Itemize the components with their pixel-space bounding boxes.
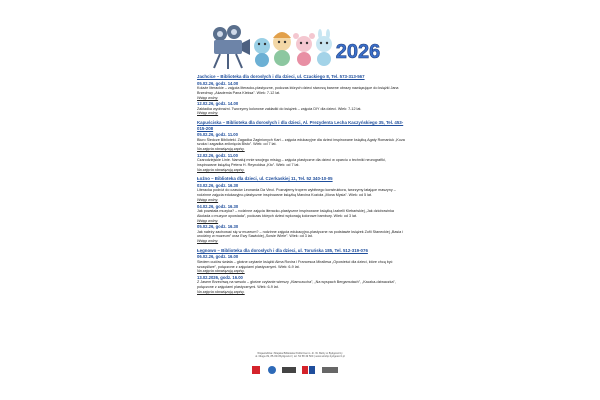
footer-line-2: ul. Długa 39, 85-034 Bydgoszcz | tel. 52 58 49 500 | www.wimbp.bydgoszcz.pl (255, 355, 345, 359)
event-note: Na zajęcia obowiązują zapisy. (197, 147, 245, 152)
event-note: Wstęp wolny. (197, 197, 219, 202)
movie-camera-icon (213, 25, 250, 69)
sponsor-logos (190, 364, 410, 376)
event-note: Na zajęcia obowiązują zapisy. (197, 289, 245, 294)
event-description: Biuro Śledcze Biblioteki. Zagadka Zaginionych Kart – zajęcia edukacyjne dla dzieci inspirowane książką Agaty Romaniuk „Koza szuka i zagadka zniknięcia Bisto”. Wiek: od 7 lat. (197, 137, 405, 147)
event-description: Czarodziejskie Linie. Namaluj mnie swojego misiąg – zajęcia plastyczne dla dzieci w oparciu o techniki neurografiki, inspirowane książką Petera H. Reynoldsa „Kto”. Wiek: od 7 lat. (197, 158, 386, 167)
event-note: Wstęp wolny. (197, 218, 219, 223)
character-3 (293, 33, 315, 66)
library-section (197, 176, 405, 243)
event-description: Jak powstała muzyka? – rodzinne zajęcia literacko-plastyczne inspirowane książką Izabelli Klebańskiej „Jak dziobowinka Akolada o muzyce opowiada”, podczas których dzieci wykonają kolorowe bambury. Wiek: od 3 lat. (197, 208, 394, 218)
event-description: Jak należy zachować się w muzeum? – rodzinne zajęcia edukacyjno-plastyczne na podstawie książek Zofii Staneckiej „Basia i urodziny w muzeum” oraz Ewy Sawickiej „Sowie Wiele”. Wiek: od 3 lat. (197, 229, 403, 239)
events-list (197, 74, 405, 299)
event-date: 03.02.26, godz. 16.30 (197, 182, 239, 188)
event-note: Na zajęcia obowiązują zapisy. (197, 167, 245, 172)
library-section (197, 248, 405, 295)
event-date: 05.02.26, godz. 14.00 (197, 80, 239, 86)
event-note: Wstęp wolny. (197, 111, 219, 116)
logo-1-icon (252, 366, 260, 374)
logo-4-icon (302, 366, 315, 374)
footer (190, 352, 410, 359)
event-date: 06.02.26, godz. 16.00 (197, 254, 239, 260)
event-date: 12.02.26, godz. 14.00 (197, 101, 239, 107)
event-date: 12.02.26, godz. 11.00 (197, 152, 238, 158)
library-title[interactable]: Łęgnowo – Biblioteka dla dorosłych i dla dzieci, ul. Toruńska 185, Tel. 512-319-076 (197, 247, 368, 253)
library-title[interactable]: Jachcice – Biblioteka dla dorosłych i dla dzieci, ul. Czackiego 8, Tel. 573-313-567 (197, 74, 365, 79)
character-2 (273, 32, 291, 66)
logo-2-icon (268, 366, 276, 374)
logo-3-icon (282, 367, 296, 373)
footer-line-1: Wojewódzka i Miejska Biblioteka Publiczna im. dr. W. Bełzy w Bydgoszczy (257, 352, 343, 355)
logo-5-icon (322, 367, 338, 373)
header-illustration (190, 12, 410, 74)
library-section (197, 120, 405, 172)
event-description: Literacka podróż do czasów Leonarda Da Vinci. Poznajemy tropem wybitnego konstruktora, tworzymy łatające maszyny – rodzinne zajęcia edukacyjno-plastyczne inspirowane książką Marcina Kozioła „Mona Mysia”. Wiek: od 5 lat. (197, 188, 396, 198)
library-section (197, 74, 405, 116)
event-date: 05.02.26, godz. 11.00 (197, 132, 238, 138)
character-1 (254, 38, 270, 67)
event-date: 13.02.2026, godz. 16.00 (197, 274, 243, 280)
event-description: Zakładka wyobraźni. Tworzymy kolorowe zakładki do książek – zajęcia DIY dla dzieci. Wiek: 7-12 lat. (197, 106, 362, 111)
event-date: 05.02.26, godz. 16.30 (197, 224, 239, 230)
year-label: 2026 (335, 41, 381, 63)
event-description: Z Jasem Brzechwą na wesoło – głośne czytanie wierszy „Kłamczucha”, „Na wyspach Bergamutach”, „Kaczka-dziwaczka”, połączone z zajęciami plastycznymi. Wiek: 6-9 lat. (197, 280, 396, 290)
event-note: Wstęp wolny. (197, 239, 219, 244)
event-description: Siedem cudów świata – głośne czytanie książki Alma Rovira i Francesca Mirallesa „Opowieści dla dzieci, które chcą być szczęśliwe”, połączone z zajęciami plastycznymi. Wiek: 6-9 lat. (197, 259, 393, 269)
library-title[interactable]: Kapuściska – Biblioteka dla dorosłych i dla dzieci, Al. Prezydenta Lecha Kaczyńskiego 35, Tel. 453-015-208 (197, 119, 404, 131)
event-date: 04.02.26, godz. 16.30 (197, 203, 239, 209)
library-title[interactable]: Łoźno – Biblioteka dla dzieci, ul. Czerkaskiej 11, Tel. 52 340-10-05 (197, 176, 333, 182)
character-4 (316, 29, 332, 66)
event-note: Na zajęcia obowiązują zapisy. (197, 269, 245, 274)
event-note: Wstęp wolny. (197, 95, 219, 100)
event-description: Kolaże literackie – zajęcia literacko-plastyczne, podczas których dzieci stworzą barwne obrazy nawiązujące do książki Jana Brzechwy „Akademia Pana Kleksa”. Wiek: 7-12 lat. (197, 86, 399, 95)
